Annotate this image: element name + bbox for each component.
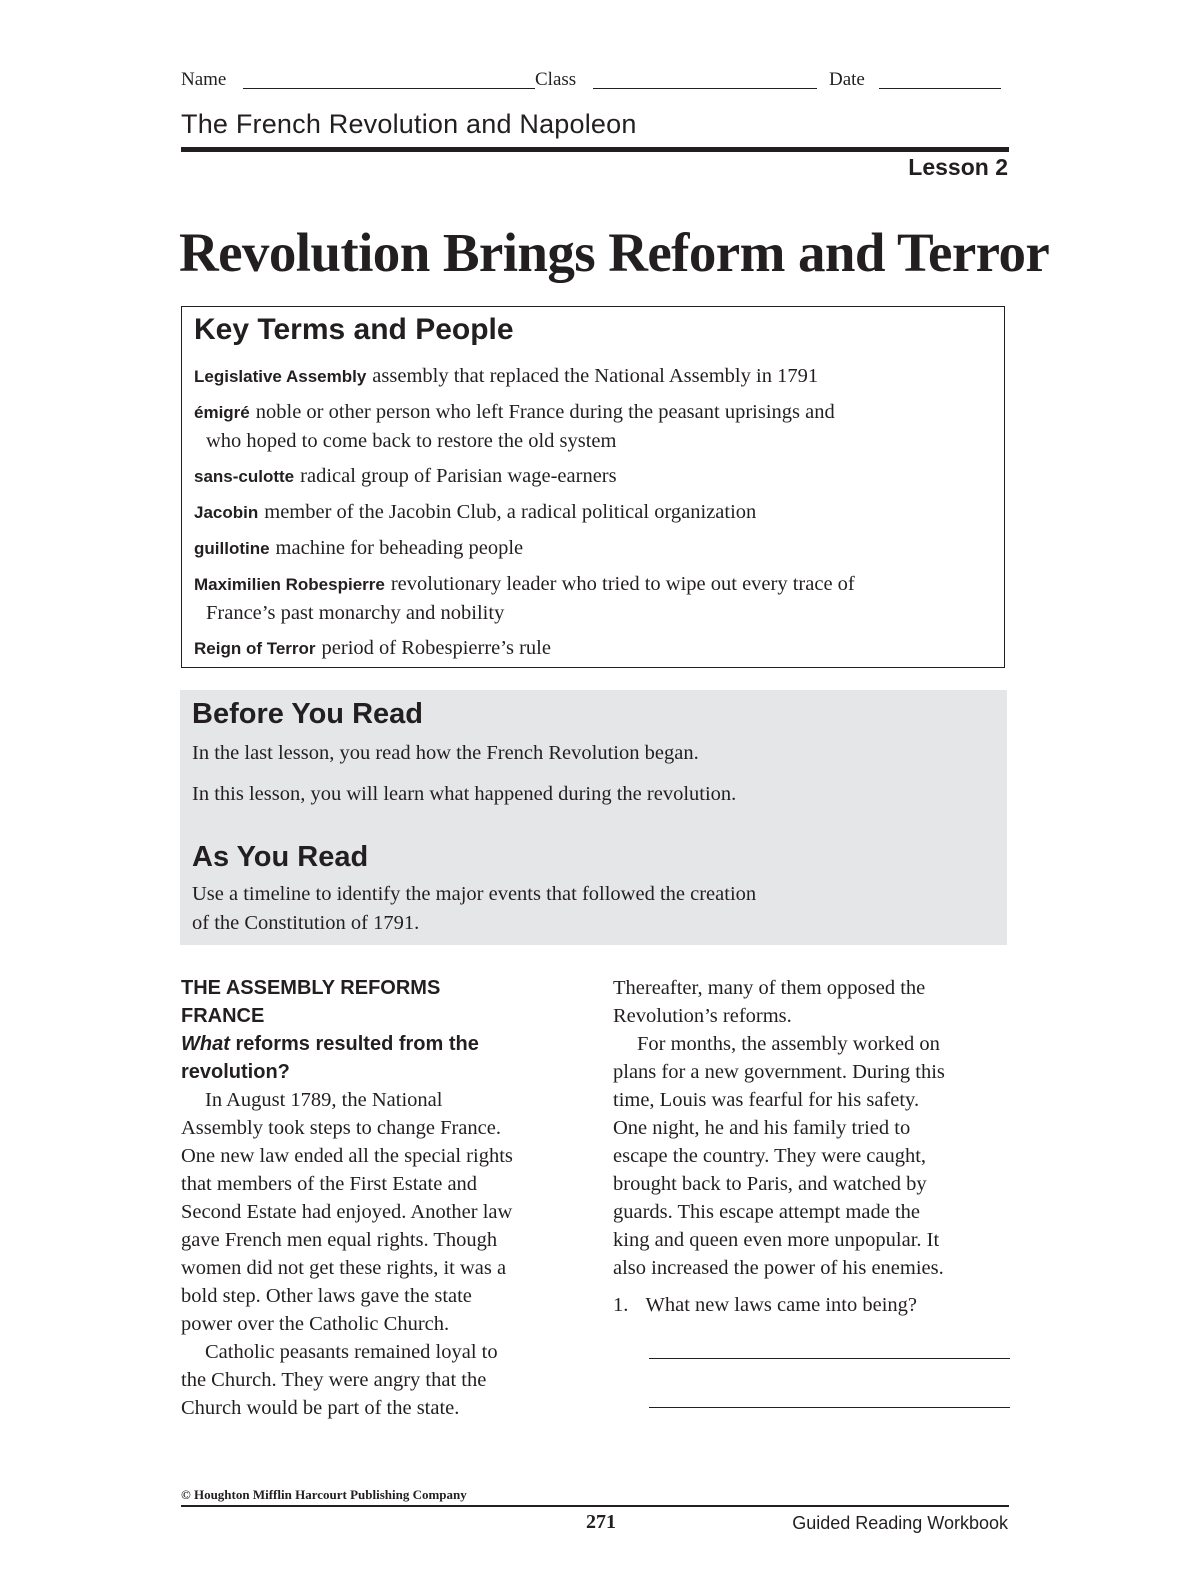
before-you-read-line: In the last lesson, you read how the French Revolution began. — [192, 742, 699, 764]
text-line: women did not get these rights, it was a — [181, 1257, 507, 1279]
section-question-text: reforms resulted from the — [229, 1033, 479, 1055]
key-term-item — [194, 462, 984, 491]
key-term-item — [194, 362, 984, 391]
page-title: Revolution Brings Reform and Terror — [179, 222, 1050, 283]
answer-line[interactable] — [649, 1407, 1010, 1408]
workbook-label: Guided Reading Workbook — [792, 1513, 1008, 1533]
chapter-divider — [181, 147, 1009, 152]
key-term-item — [194, 634, 984, 663]
text-line: Catholic peasants remained loyal to — [205, 1341, 498, 1363]
text-line: Church would be part of the state. — [181, 1397, 460, 1419]
key-term-definition: noble or other person who left France during the peasant uprisings and — [255, 401, 835, 423]
text-line: Second Estate had enjoyed. Another law — [181, 1201, 513, 1223]
key-term-name: sans-culotte — [194, 467, 295, 486]
section-question — [181, 1030, 591, 1086]
as-you-read-line: Use a timeline to identify the major events that followed the creation — [192, 883, 757, 905]
key-terms-heading: Key Terms and People — [194, 313, 514, 346]
right-column — [613, 974, 1013, 1282]
text-line: In August 1789, the National — [205, 1089, 443, 1111]
key-term-definition: radical group of Parisian wage-earners — [300, 465, 617, 487]
text-line: escape the country. They were caught, — [613, 1145, 927, 1167]
text-line: bold step. Other laws gave the state — [181, 1285, 472, 1307]
question-1 — [613, 1291, 917, 1319]
text-line: Thereafter, many of them opposed the — [613, 977, 926, 999]
text-line: One night, he and his family tried to — [613, 1117, 911, 1139]
section-question-emphasis: What — [181, 1033, 230, 1055]
section-heading-line: FRANCE — [181, 1005, 265, 1027]
left-column — [181, 974, 591, 1422]
key-term-definition: revolutionary leader who tried to wipe out every trace of — [390, 573, 855, 595]
key-term-definition: member of the Jacobin Club, a radical political organization — [264, 501, 757, 523]
key-term-name: Reign of Terror — [194, 639, 316, 658]
footer-divider — [181, 1505, 1009, 1507]
page-number: 271 — [586, 1511, 616, 1533]
student-info-row — [181, 66, 1007, 96]
key-term-name: Maximilien Robespierre — [194, 575, 385, 594]
paragraph — [181, 1338, 591, 1422]
paragraph — [181, 1086, 591, 1338]
paragraph — [613, 1030, 1013, 1282]
as-you-read-heading: As You Read — [192, 841, 369, 873]
text-line: the Church. They were angry that the — [181, 1369, 487, 1391]
name-field[interactable] — [243, 88, 535, 89]
class-field[interactable] — [593, 88, 817, 89]
text-line: Assembly took steps to change France. — [181, 1117, 501, 1139]
text-line: guards. This escape attempt made the — [613, 1201, 921, 1223]
key-term-item — [194, 398, 984, 456]
as-you-read-line: of the Constitution of 1791. — [192, 912, 420, 934]
reading-guide-box — [180, 690, 1007, 945]
section-question-text: revolution? — [181, 1061, 290, 1083]
text-line: Revolution’s reforms. — [613, 1005, 792, 1027]
text-line: time, Louis was fearful for his safety. — [613, 1089, 920, 1111]
text-line: that members of the First Estate and — [181, 1173, 478, 1195]
text-line: For months, the assembly worked on — [637, 1033, 940, 1055]
chapter-title: The French Revolution and Napoleon — [181, 109, 637, 139]
text-line: plans for a new government. During this — [613, 1061, 945, 1083]
question-text: What new laws came into being? — [645, 1294, 918, 1316]
paragraph — [613, 974, 1013, 1030]
key-term-definition-cont: France’s past monarchy and nobility — [206, 602, 505, 624]
key-term-definition: period of Robespierre’s rule — [321, 637, 551, 659]
date-label: Date — [829, 69, 865, 90]
section-heading-line: THE ASSEMBLY REFORMS — [181, 977, 441, 999]
key-term-definition: assembly that replaced the National Assembly in 1791 — [372, 365, 819, 387]
text-line: brought back to Paris, and watched by — [613, 1173, 927, 1195]
key-term-item — [194, 534, 984, 563]
key-term-name: Legislative Assembly — [194, 367, 367, 386]
text-line: power over the Catholic Church. — [181, 1313, 450, 1335]
text-line: gave French men equal rights. Though — [181, 1229, 498, 1251]
question-number: 1. — [613, 1294, 629, 1316]
text-line: One new law ended all the special rights — [181, 1145, 513, 1167]
key-term-name: Jacobin — [194, 503, 259, 522]
answer-line[interactable] — [649, 1358, 1010, 1359]
name-label: Name — [181, 69, 227, 90]
lesson-label: Lesson 2 — [908, 154, 1008, 180]
key-term-definition: machine for beheading people — [275, 537, 524, 559]
date-field[interactable] — [879, 88, 1001, 89]
key-term-name: émigré — [194, 403, 250, 422]
key-term-definition-cont: who hoped to come back to restore the old system — [206, 430, 617, 452]
key-term-name: guillotine — [194, 539, 270, 558]
section-heading — [181, 974, 591, 1030]
key-term-item — [194, 570, 984, 628]
key-terms-box — [181, 306, 1005, 668]
copyright-notice: © Houghton Mifflin Harcourt Publishing Company — [181, 1487, 467, 1502]
before-you-read-line: In this lesson, you will learn what happened during the revolution. — [192, 783, 737, 805]
key-term-item — [194, 498, 984, 527]
before-you-read-heading: Before You Read — [192, 698, 423, 730]
text-line: king and queen even more unpopular. It — [613, 1229, 940, 1251]
text-line: also increased the power of his enemies. — [613, 1257, 944, 1279]
class-label: Class — [535, 69, 577, 90]
